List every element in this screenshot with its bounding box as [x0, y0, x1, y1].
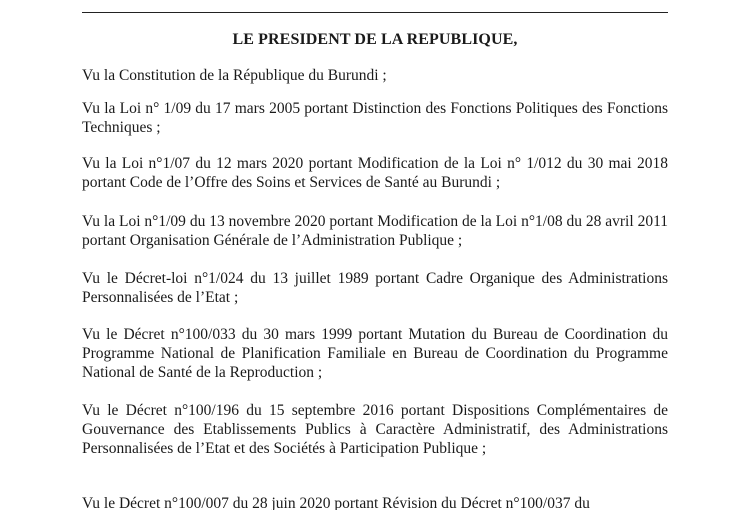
top-rule [82, 12, 668, 13]
document-heading: LE PRESIDENT DE LA REPUBLIQUE, [232, 31, 518, 48]
visa-paragraph-8: Vu le Décret n°100/007 du 28 juin 2020 portant Révision du Décret n°100/037 du [82, 495, 590, 510]
visa-paragraph-7: Vu le Décret n°100/196 du 15 septembre 2016 portant Dispositions Complémentaires de Gouvernance des Etablissements Publics à Caractère Administratif, des Administrations Personnalisées de l’Etat et des Sociétés à Participation Publique ; [82, 402, 668, 457]
visa-paragraph-2: Vu la Loi n° 1/09 du 17 mars 2005 portant Distinction des Fonctions Politiques des Fonctions Techniques ; [82, 100, 668, 136]
visa-paragraph-5: Vu le Décret-loi n°1/024 du 13 juillet 1989 portant Cadre Organique des Administrations Personnalisées de l’Etat ; [82, 270, 668, 306]
visa-paragraph-4: Vu la Loi n°1/09 du 13 novembre 2020 portant Modification de la Loi n°1/08 du 28 avril 2011 portant Organisation Générale de l’Administration Publique ; [82, 213, 668, 249]
visa-paragraph-1: Vu la Constitution de la République du Burundi ; [82, 67, 387, 84]
visa-paragraph-6: Vu le Décret n°100/033 du 30 mars 1999 portant Mutation du Bureau de Coordination du Programme National de Planification Familiale en Bureau de Coordination du Programme National de Santé de la Reproduction ; [82, 326, 668, 381]
visa-paragraph-3: Vu la Loi n°1/07 du 12 mars 2020 portant Modification de la Loi n° 1/012 du 30 mai 2018 portant Code de l’Offre des Soins et Services de Santé au Burundi ; [82, 155, 668, 191]
